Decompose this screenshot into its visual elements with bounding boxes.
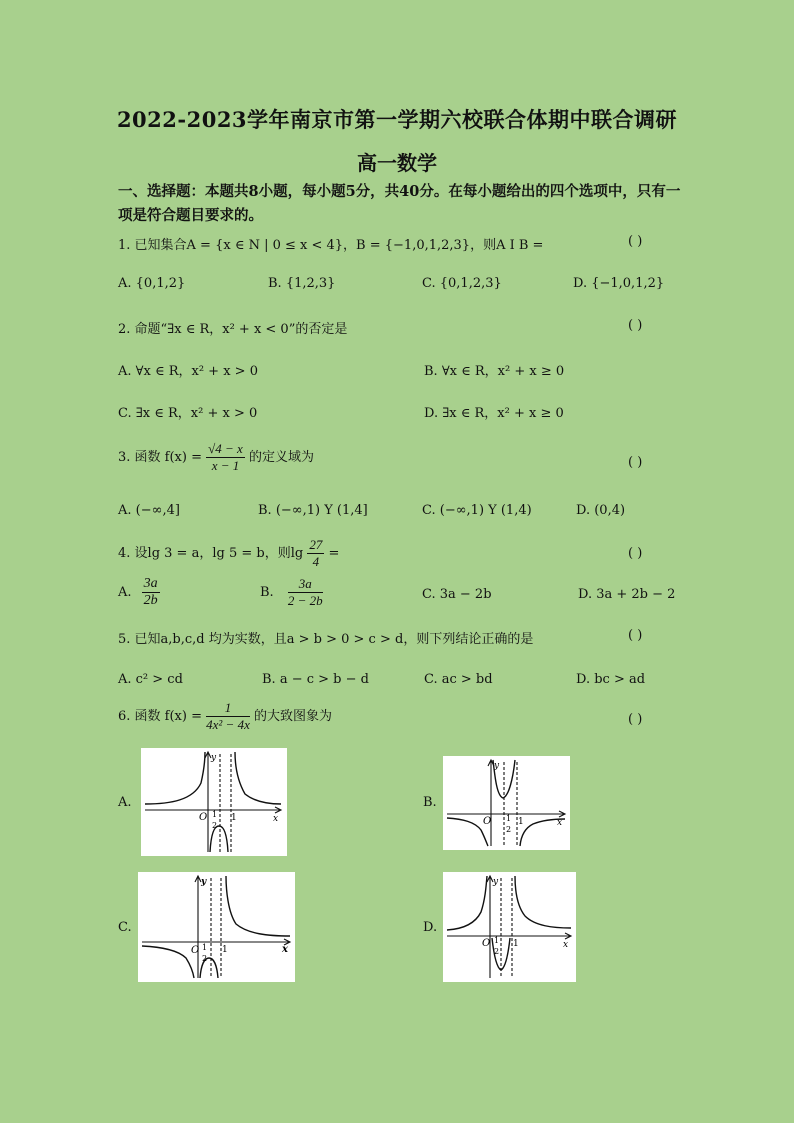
graph-c bbox=[138, 872, 295, 982]
q6-stem-suffix: 的大致图象为 bbox=[253, 709, 332, 724]
question-5-stem: 5. 已知a,b,c,d 均为实数，且a > b > 0 > c > d，则下列结论正确的是 bbox=[118, 632, 534, 647]
tick-half-den: 2 bbox=[506, 825, 512, 834]
origin-label: O bbox=[483, 816, 492, 827]
q4-b-den: 2 − 2b bbox=[287, 593, 323, 608]
q4-b-num: 3a bbox=[288, 576, 323, 593]
curve-left-branch bbox=[447, 876, 487, 930]
question-4-stem bbox=[118, 537, 339, 570]
q4-option-b bbox=[260, 576, 323, 609]
answer-paren: ( ) bbox=[628, 712, 643, 727]
q4-option-b-frac bbox=[288, 576, 323, 609]
tick-one-label: 1 bbox=[222, 945, 228, 955]
q4-option-b-label: B. bbox=[260, 585, 274, 600]
graph-a bbox=[141, 748, 287, 856]
y-axis-label: y bbox=[211, 753, 217, 763]
answer-paren: ( ) bbox=[628, 234, 643, 249]
q1-option-b: B. {1,2,3} bbox=[268, 276, 336, 291]
q4-stem-prefix: 4. 设lg 3 = a，lg 5 = b，则lg bbox=[118, 546, 304, 561]
tick-one-label: 1 bbox=[513, 939, 519, 949]
curve-right-branch bbox=[226, 876, 290, 936]
answer-paren: ( ) bbox=[628, 628, 643, 643]
graph-d bbox=[443, 872, 576, 982]
tick-one-label: 1 bbox=[518, 817, 524, 827]
q4-option-a-label: A. bbox=[118, 585, 132, 600]
graph-a-label: A. bbox=[118, 795, 132, 810]
tick-half-num: 1 bbox=[494, 936, 500, 945]
tick-half-num: 1 bbox=[506, 814, 512, 823]
q3-option-c: C. (−∞,1) Y (1,4) bbox=[422, 503, 532, 518]
q3-fraction bbox=[206, 441, 245, 474]
q4-frac-den: 4 bbox=[312, 554, 320, 569]
question-2-stem: 2. 命题“∃x ∈ R，x² + x < 0”的否定是 bbox=[118, 322, 348, 337]
q6-stem-prefix: 6. 函数 f(x) = bbox=[118, 709, 202, 724]
q4-a-num: 3a bbox=[143, 576, 158, 591]
q3-option-d: D. (0,4) bbox=[576, 503, 626, 518]
graph-b-label: B. bbox=[423, 795, 437, 810]
answer-paren: ( ) bbox=[628, 455, 643, 470]
graph-c-label: C. bbox=[118, 920, 132, 935]
curve-left-branch bbox=[145, 752, 205, 804]
q4-fraction bbox=[307, 537, 324, 570]
q4-option-a-frac bbox=[142, 576, 160, 609]
q3-option-a: A. (−∞,4] bbox=[118, 503, 180, 518]
q4-option-d: D. 3a + 2b − 2 bbox=[578, 587, 676, 602]
curve-left-branch bbox=[142, 946, 194, 978]
x-axis-label: x bbox=[557, 818, 563, 828]
graph-d-label: D. bbox=[423, 920, 438, 935]
x-axis-label: x bbox=[273, 814, 279, 824]
q1-option-c: C. {0,1,2,3} bbox=[422, 276, 502, 291]
x-axis-label: x bbox=[282, 944, 288, 955]
q4-option-a bbox=[118, 576, 160, 609]
q5-option-b: B. a − c > b − d bbox=[262, 672, 369, 687]
tick-half-den: 2 bbox=[494, 947, 500, 956]
page-subtitle: 高一数学 bbox=[357, 151, 437, 175]
q3-option-b: B. (−∞,1) Y (1,4] bbox=[258, 503, 368, 518]
curve-left-branch bbox=[447, 818, 488, 846]
q1-option-a: A. {0,1,2} bbox=[118, 276, 186, 291]
q4-a-den: 2b bbox=[143, 593, 158, 608]
q2-option-c: C. ∃x ∈ R，x² + x > 0 bbox=[118, 406, 258, 421]
answer-paren: ( ) bbox=[628, 546, 643, 561]
q2-option-b: B. ∀x ∈ R，x² + x ≥ 0 bbox=[424, 364, 565, 379]
q3-stem-prefix: 3. 函数 f(x) = bbox=[118, 450, 202, 465]
q6-fraction bbox=[206, 700, 250, 733]
origin-label: O bbox=[199, 812, 208, 823]
q6-frac-num: 1 bbox=[206, 700, 250, 717]
origin-label: O bbox=[482, 938, 491, 949]
q4-option-c: C. 3a − 2b bbox=[422, 587, 492, 602]
q3-stem-suffix: 的定义域为 bbox=[248, 450, 314, 465]
y-axis-label: y bbox=[494, 761, 500, 771]
question-6-stem bbox=[118, 700, 332, 733]
q5-option-c: C. ac > bd bbox=[424, 672, 493, 687]
origin-label: O bbox=[191, 945, 200, 956]
y-axis-label: y bbox=[493, 877, 499, 887]
q5-option-a: A. c² > cd bbox=[118, 672, 183, 687]
question-1-stem: 1. 已知集合A = {x ∈ N | 0 ≤ x < 4}，B = {−1,0,1,2,3}，则A I B = bbox=[118, 238, 544, 253]
q1-option-d: D. {−1,0,1,2} bbox=[573, 276, 665, 291]
q2-option-d: D. ∃x ∈ R，x² + x ≥ 0 bbox=[424, 406, 564, 421]
q3-frac-den: x − 1 bbox=[211, 458, 240, 473]
q2-option-a: A. ∀x ∈ R，x² + x > 0 bbox=[118, 364, 258, 379]
q6-frac-den: 4x² − 4x bbox=[206, 717, 250, 732]
q4-stem-suffix: = bbox=[328, 546, 340, 561]
tick-half-num: 1 bbox=[212, 810, 218, 819]
tick-half-num: 1 bbox=[202, 943, 208, 952]
tick-half-den: 2 bbox=[212, 821, 218, 830]
curve-right-branch bbox=[235, 752, 281, 804]
x-axis-label: x bbox=[563, 940, 569, 950]
section-instructions: 一、选择题：本题共8小题，每小题5分，共40分。在每小题给出的四个选项中，只有一项是符合题目要求的。 bbox=[118, 183, 681, 224]
page-title: 2022-2023学年南京市第一学期六校联合体期中联合调研 bbox=[116, 107, 678, 132]
q4-frac-num: 27 bbox=[309, 537, 323, 552]
curve-right-branch bbox=[515, 876, 571, 928]
question-3-stem bbox=[118, 441, 314, 474]
tick-one-label: 1 bbox=[231, 813, 237, 823]
tick-half-den: 2 bbox=[202, 954, 208, 963]
q3-frac-num: √4 − x bbox=[208, 441, 243, 456]
answer-paren: ( ) bbox=[628, 318, 643, 333]
y-axis-label: y bbox=[201, 877, 207, 887]
graph-b bbox=[443, 756, 570, 850]
q5-option-d: D. bc > ad bbox=[576, 672, 646, 687]
